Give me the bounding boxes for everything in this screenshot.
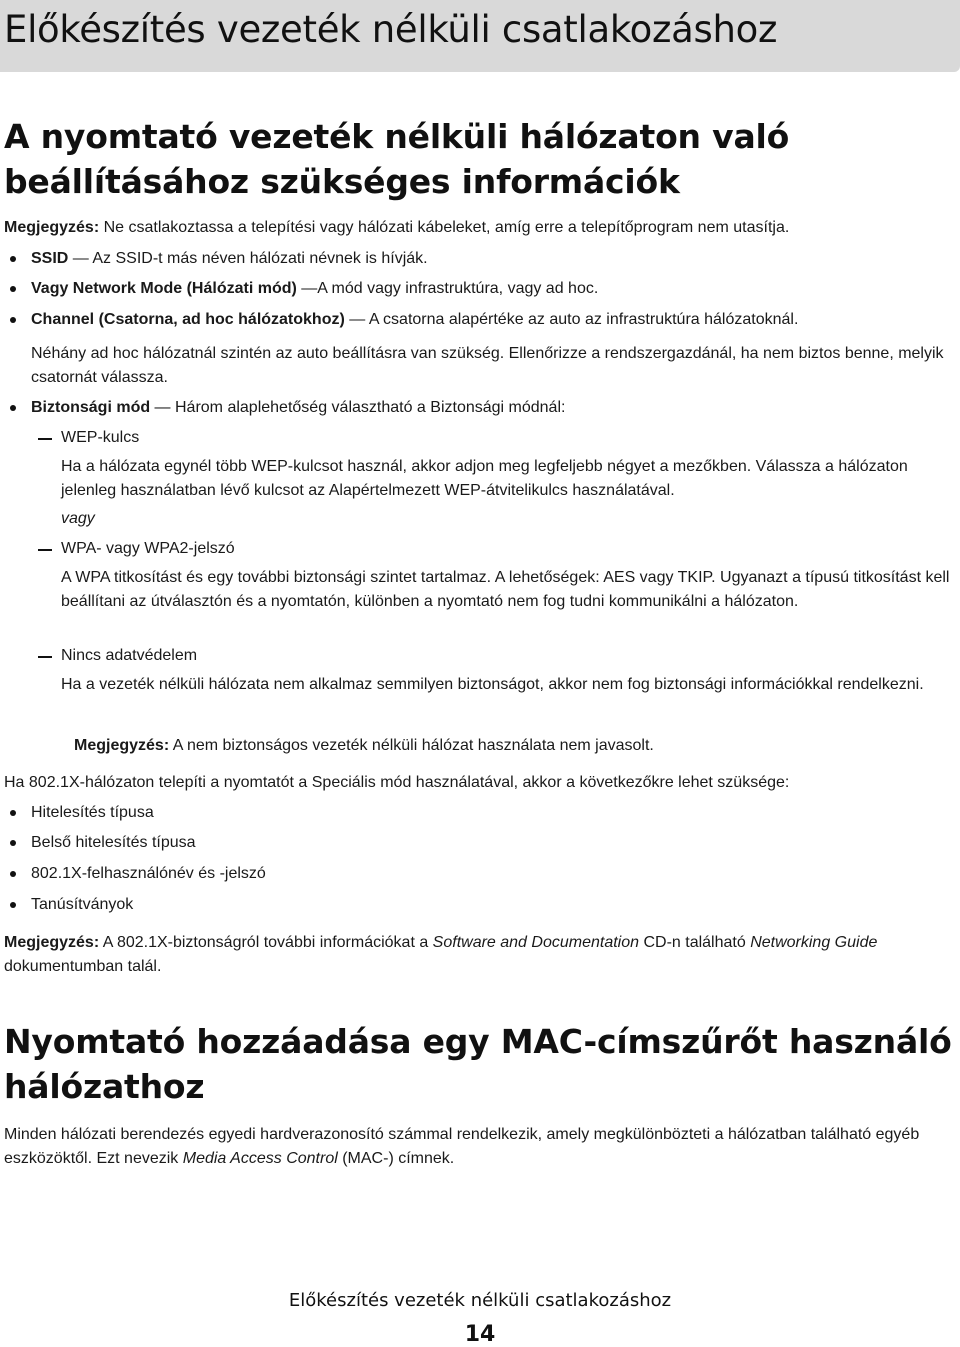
bullet-marker: [10, 810, 16, 816]
bullet-term: SSID: [31, 250, 69, 267]
x8021-item: Tanúsítványok: [31, 896, 134, 913]
dash-marker: [38, 549, 52, 551]
bullet-security-mode: [31, 396, 565, 420]
bullet-marker: [10, 871, 16, 877]
dash-marker: [38, 656, 52, 658]
paragraph-text: (MAC-) címnek.: [337, 1150, 455, 1167]
note-label: Megjegyzés:: [4, 219, 100, 236]
section-heading-line2: beállításához szükséges információk: [4, 162, 680, 201]
bullet-term: Biztonsági mód: [31, 399, 151, 416]
bullet-text: — Három alaplehetőség választható a Biztonsági módnál:: [150, 399, 566, 416]
option-title-wpa: WPA- vagy WPA2-jelszó: [61, 540, 235, 557]
bullet-network-mode: [31, 277, 598, 301]
channel-extra-paragraph: Néhány ad hoc hálózatnál szintén az auto beállításra van szükség. Ellenőrizze a rendszergazdánál, ha nem biztos benne, melyik csatornát válassza.: [31, 345, 944, 386]
x8021-item: 802.1X-felhasználónév és -jelszó: [31, 865, 266, 882]
option-desc-wep: Ha a hálózata egynél több WEP-kulcsot használ, akkor adjon meg legfeljebb négyet a mezőkben. Válassza a hálózaton jelenleg használatban lévő kulcsot az Alapértelmezett WEP-átvitelikulcs használatával.: [61, 458, 908, 499]
paragraph-italic-term: Media Access Control: [182, 1150, 338, 1167]
x8021-intro: Ha 802.1X-hálózaton telepíti a nyomtatót a Speciális mód használatával, akkor a következőkre lehet szüksége:: [4, 774, 790, 791]
paragraph-text: Minden hálózati berendezés egyedi hardverazonosító számmal rendelkezik, amely megkülönbözteti a hálózatban található egyéb eszközöktől. Ezt nevezik: [4, 1126, 920, 1167]
mac-paragraph: [4, 1123, 954, 1171]
option-title-wep: WEP-kulcs: [61, 429, 140, 446]
x8021-note: [4, 931, 958, 979]
page-number: 14: [464, 1322, 496, 1347]
section-heading-line2: hálózathoz: [4, 1067, 205, 1106]
note-text: CD-n található: [639, 934, 751, 951]
bullet-text: —A mód vagy infrastruktúra, vagy ad hoc.: [296, 280, 599, 297]
bullet-marker: [10, 286, 16, 292]
option-title-none: Nincs adatvédelem: [61, 647, 198, 664]
option-desc-wpa: A WPA titkosítást és egy további biztonsági szintet tartalmaz. A lehetőségek: AES vagy TKIP. Ugyanazt a típusú titkosítást kell beállítani az útválasztón és a nyomtatón, különben a nyomtató nem fog tudni kommunikálni a hálózaton.: [61, 569, 950, 610]
section-heading-line1: A nyomtató vezeték nélküli hálózaton való: [4, 117, 790, 156]
bullet-marker: [10, 902, 16, 908]
note-label: Megjegyzés:: [74, 737, 170, 754]
option-or-label: vagy: [61, 510, 95, 527]
note-text: dokumentumban talál.: [4, 958, 162, 975]
bullet-channel: [31, 308, 798, 332]
note-label: Megjegyzés:: [4, 934, 100, 951]
section-heading: [4, 1019, 952, 1109]
chapter-title: Előkészítés vezeték nélküli csatlakozáshoz: [4, 8, 778, 51]
note-italic-cd-title: Software and Documentation: [432, 934, 640, 951]
bullet-marker: [10, 840, 16, 846]
bullet-text: — A csatorna alapértéke az auto az infrastruktúra hálózatoknál.: [344, 311, 799, 328]
note-text: A 802.1X-biztonságról további információkat a: [99, 934, 433, 951]
dash-marker: [38, 438, 52, 440]
note-text: A nem biztonságos vezeték nélküli hálózat használata nem javasolt.: [169, 737, 654, 754]
note-italic-guide-title: Networking Guide: [750, 934, 878, 951]
bullet-term: Vagy Network Mode (Hálózati mód): [31, 280, 297, 297]
bullet-term: Channel (Csatorna, ad hoc hálózatokhoz): [31, 311, 345, 328]
bullet-marker: [10, 405, 16, 411]
setup-note: [4, 216, 789, 240]
option-desc-none: Ha a vezeték nélküli hálózata nem alkalmaz semmilyen biztonságot, akkor nem fog biztonsági információkkal rendelkezni.: [61, 676, 924, 693]
bullet-text: — Az SSID-t más néven hálózati névnek is hívják.: [68, 250, 428, 267]
bullet-marker: [10, 256, 16, 262]
section-heading-line1: Nyomtató hozzáadása egy MAC-címszűrőt használó: [4, 1022, 952, 1061]
bullet-marker: [10, 317, 16, 323]
chapter-header-bar: [0, 0, 960, 72]
bullet-ssid: [31, 247, 428, 271]
x8021-item: Hitelesítés típusa: [31, 804, 154, 821]
security-note: [74, 734, 654, 758]
note-text: Ne csatlakoztassa a telepítési vagy hálózati kábeleket, amíg erre a telepítőprogram nem utasítja.: [99, 219, 790, 236]
footer-chapter-title: Előkészítés vezeték nélküli csatlakozáshoz: [288, 1290, 672, 1311]
x8021-item: Belső hitelesítés típusa: [31, 834, 196, 851]
section-heading: [4, 114, 789, 204]
